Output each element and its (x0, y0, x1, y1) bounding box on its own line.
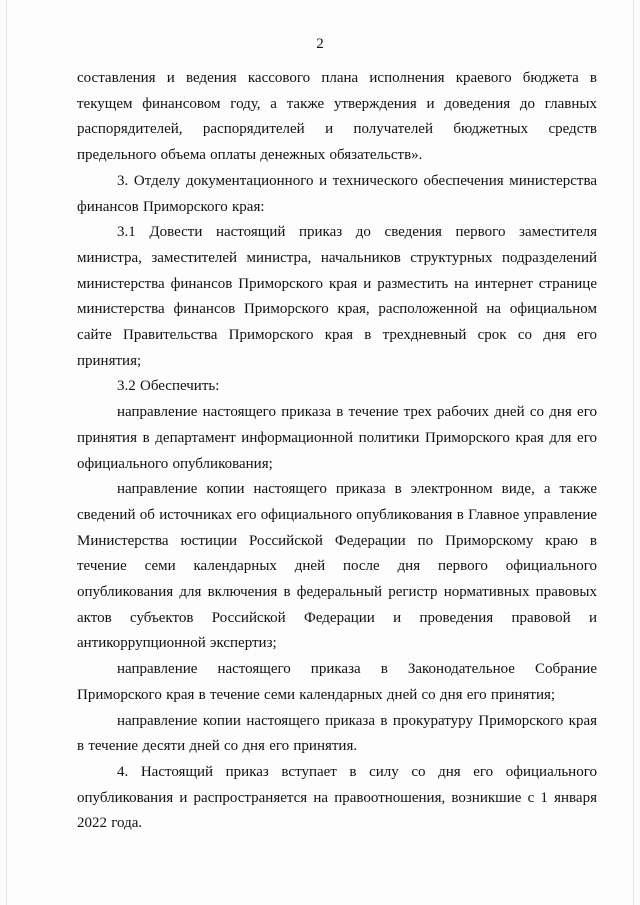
scan-edge-right (633, 0, 634, 905)
paragraph-prosecutor: направление копии настоящего приказа в прокуратуру Приморского края в течение десяти дней со дня его принятия. (77, 712, 597, 755)
scan-edge-left (6, 0, 7, 905)
paragraph-item-3-1: 3.1 Довести настоящий приказ до сведения первого заместителя министра, заместителей министра, начальников структурных подразделений министерства финансов Приморского края и разместить на интернет странице министерства финансов Приморского края, расположенной на официальном сайте Правительства Приморского края в трехдневный срок со дня его принятия; (77, 224, 597, 369)
paragraph-item-4: 4. Настоящий приказ вступает в силу со дня его официального опубликования и распространяется на правоотношения, возникшие с 1 января 2022 года. (77, 763, 597, 832)
paragraph-legislative-assembly: направление настоящего приказа в Законодательное Собрание Приморского края в течение семи календарных дней со дня его принятия; (77, 661, 597, 703)
page-number: 2 (316, 36, 324, 52)
paragraph-item-3: 3. Отделу документационного и технического обеспечения министерства финансов Приморского края: (77, 172, 597, 215)
paragraph-publication-department: направление настоящего приказа в течение трех рабочих дней со дня его принятия в департамент информационной политики Приморского края для его официального опубликования; (77, 404, 597, 472)
paragraph-ministry-of-justice: направление копии настоящего приказа в электронном виде, а также сведений об источниках его официального опубликования в Главное управление Министерства юстиции Российской Федерации по Приморскому краю в течение семи календарных дней после дня первого официального опубликования для включения в федеральный регистр нормативных правовых актов субъектов Российской Федерации и проведения правовой и антикоррупционной экспертиз; (77, 481, 597, 652)
paragraph-item-3-2: 3.2 Обеспечить: (117, 378, 220, 395)
document-body (77, 66, 597, 837)
paragraph-continuation: составления и ведения кассового плана исполнения краевого бюджета в текущем финансовом году, а также утверждения и доведения до главных распорядителей, распорядителей и получателей бюджетных средств предельного объема оплаты денежных обязательств». (77, 70, 597, 164)
